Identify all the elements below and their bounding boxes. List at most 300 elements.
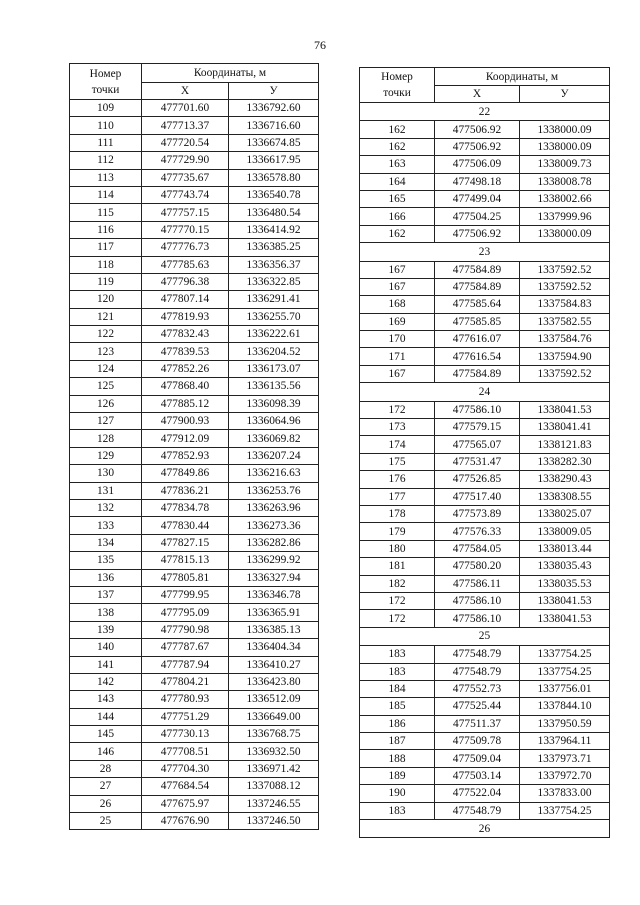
table-row	[70, 395, 319, 412]
x-coordinate-cell: 477511.37	[435, 715, 520, 732]
table-row	[360, 331, 610, 348]
x-coordinate-cell: 477912.09	[142, 430, 229, 447]
table-row	[360, 698, 610, 715]
y-coordinate-cell: 1336578.80	[229, 169, 319, 186]
table-row	[70, 186, 319, 203]
table-row	[70, 291, 319, 308]
coordinates-header: Координаты, м	[435, 68, 610, 86]
table-row	[70, 604, 319, 621]
x-coordinate-cell: 477506.92	[435, 225, 520, 242]
y-coordinate-cell: 1336385.25	[229, 239, 319, 256]
y-coordinate-cell: 1338121.83	[520, 436, 610, 453]
table-row	[70, 413, 319, 430]
y-coordinate-cell: 1337964.11	[520, 733, 610, 750]
point-number-cell: 127	[70, 413, 142, 430]
table-row	[70, 552, 319, 569]
y-coordinate-cell: 1338282.30	[520, 453, 610, 470]
x-coordinate-cell: 477585.85	[435, 313, 520, 330]
contour-group-row	[360, 243, 610, 261]
x-coordinate-cell: 477576.33	[435, 523, 520, 540]
y-coordinate-cell: 1336512.09	[229, 691, 319, 708]
table-row	[70, 534, 319, 551]
x-header: X	[142, 83, 229, 100]
y-coordinate-cell: 1336649.00	[229, 708, 319, 725]
y-coordinate-cell: 1337973.71	[520, 750, 610, 767]
table-row	[360, 138, 610, 155]
point-number-cell: 123	[70, 343, 142, 360]
point-number-cell: 171	[360, 348, 435, 365]
x-coordinate-cell: 477498.18	[435, 173, 520, 190]
table-row	[70, 430, 319, 447]
table-row	[360, 173, 610, 190]
x-coordinate-cell: 477815.13	[142, 552, 229, 569]
x-coordinate-cell: 477770.15	[142, 221, 229, 238]
y-coordinate-cell: 1336356.37	[229, 256, 319, 273]
table-row	[70, 239, 319, 256]
table-row	[360, 663, 610, 680]
x-coordinate-cell: 477584.89	[435, 261, 520, 278]
contour-number: 24	[360, 383, 610, 401]
y-header: У	[520, 86, 610, 103]
table-row	[360, 802, 610, 819]
table-row	[70, 569, 319, 586]
y-coordinate-cell: 1337950.59	[520, 715, 610, 732]
table-row	[360, 453, 610, 470]
point-number-cell: 145	[70, 726, 142, 743]
x-coordinate-cell: 477548.79	[435, 646, 520, 663]
table-row	[360, 121, 610, 138]
table-row	[360, 592, 610, 609]
x-coordinate-cell: 477836.21	[142, 482, 229, 499]
x-coordinate-cell: 477522.04	[435, 785, 520, 802]
point-number-cell: 139	[70, 621, 142, 638]
point-number-cell: 129	[70, 447, 142, 464]
y-coordinate-cell: 1336617.95	[229, 152, 319, 169]
coordinates-table-left	[69, 63, 319, 830]
table-row	[360, 733, 610, 750]
point-number-cell: 172	[360, 592, 435, 609]
point-number-cell: 144	[70, 708, 142, 725]
point-number-cell: 134	[70, 534, 142, 551]
page-number: 76	[314, 38, 326, 52]
y-coordinate-cell: 1336404.34	[229, 639, 319, 656]
y-coordinate-cell: 1336069.82	[229, 430, 319, 447]
y-coordinate-cell: 1336932.50	[229, 743, 319, 760]
x-coordinate-cell: 477506.09	[435, 156, 520, 173]
x-coordinate-cell: 477525.44	[435, 698, 520, 715]
point-number-cell: 162	[360, 225, 435, 242]
x-coordinate-cell: 477548.79	[435, 802, 520, 819]
point-number-cell: 113	[70, 169, 142, 186]
point-number-cell: 184	[360, 680, 435, 697]
x-coordinate-cell: 477787.94	[142, 656, 229, 673]
table-row	[360, 523, 610, 540]
table-row	[70, 117, 319, 134]
y-coordinate-cell: 1336222.61	[229, 326, 319, 343]
point-number-cell: 162	[360, 138, 435, 155]
x-coordinate-cell: 477834.78	[142, 499, 229, 516]
table-row	[70, 465, 319, 482]
y-coordinate-cell: 1338041.53	[520, 401, 610, 418]
y-coordinate-cell: 1338308.55	[520, 488, 610, 505]
x-coordinate-cell: 477509.04	[435, 750, 520, 767]
point-number-cell: 141	[70, 656, 142, 673]
x-coordinate-cell: 477675.97	[142, 795, 229, 812]
table-row	[360, 436, 610, 453]
x-coordinate-cell: 477584.89	[435, 278, 520, 295]
point-number-cell: 183	[360, 802, 435, 819]
x-coordinate-cell: 477713.37	[142, 117, 229, 134]
x-coordinate-cell: 477885.12	[142, 395, 229, 412]
x-coordinate-cell: 477832.43	[142, 326, 229, 343]
y-coordinate-cell: 1337754.25	[520, 646, 610, 663]
table-row	[360, 540, 610, 557]
point-number-cell: 135	[70, 552, 142, 569]
table-row	[360, 575, 610, 592]
y-coordinate-cell: 1338000.09	[520, 225, 610, 242]
point-number-cell: 25	[70, 813, 142, 830]
table-row	[70, 499, 319, 516]
x-coordinate-cell: 477616.07	[435, 331, 520, 348]
x-coordinate-cell: 477776.73	[142, 239, 229, 256]
y-coordinate-cell: 1336064.96	[229, 413, 319, 430]
x-coordinate-cell: 477852.93	[142, 447, 229, 464]
x-coordinate-cell: 477573.89	[435, 505, 520, 522]
y-coordinate-cell: 1338041.53	[520, 610, 610, 627]
y-coordinate-cell: 1338290.43	[520, 471, 610, 488]
y-coordinate-cell: 1338009.05	[520, 523, 610, 540]
point-number-cell: 136	[70, 569, 142, 586]
point-number-cell: 126	[70, 395, 142, 412]
point-number-cell: 119	[70, 273, 142, 290]
point-number-cell: 180	[360, 540, 435, 557]
table-row	[70, 795, 319, 812]
table-row	[70, 813, 319, 830]
point-number-cell: 177	[360, 488, 435, 505]
y-coordinate-cell: 1337592.52	[520, 278, 610, 295]
point-number-cell: 142	[70, 673, 142, 690]
point-number-cell: 28	[70, 760, 142, 777]
point-number-cell: 172	[360, 610, 435, 627]
table-row	[360, 505, 610, 522]
point-number-cell: 169	[360, 313, 435, 330]
x-coordinate-cell: 477584.05	[435, 540, 520, 557]
table-row	[70, 378, 319, 395]
y-coordinate-cell: 1336299.92	[229, 552, 319, 569]
x-coordinate-cell: 477579.15	[435, 419, 520, 436]
x-coordinate-cell: 477586.10	[435, 401, 520, 418]
table-row	[360, 750, 610, 767]
table-row	[360, 558, 610, 575]
point-number-cell: 27	[70, 778, 142, 795]
table-row	[70, 517, 319, 534]
table-row	[360, 488, 610, 505]
table-row	[70, 152, 319, 169]
table-row	[70, 743, 319, 760]
x-coordinate-cell: 477790.98	[142, 621, 229, 638]
y-coordinate-cell: 1337246.55	[229, 795, 319, 812]
x-coordinate-cell: 477757.15	[142, 204, 229, 221]
x-coordinate-cell: 477586.10	[435, 610, 520, 627]
point-number-cell: 179	[360, 523, 435, 540]
table-row	[70, 656, 319, 673]
x-coordinate-cell: 477506.92	[435, 121, 520, 138]
point-number-cell: 124	[70, 360, 142, 377]
y-coordinate-cell: 1337246.50	[229, 813, 319, 830]
point-number-cell: 165	[360, 190, 435, 207]
y-coordinate-cell: 1336263.96	[229, 499, 319, 516]
x-coordinate-cell: 477868.40	[142, 378, 229, 395]
y-coordinate-cell: 1338041.41	[520, 419, 610, 436]
point-number-cell: 120	[70, 291, 142, 308]
table-row	[360, 610, 610, 627]
point-number-cell: 185	[360, 698, 435, 715]
y-coordinate-cell: 1336540.78	[229, 186, 319, 203]
point-number-cell: 163	[360, 156, 435, 173]
x-coordinate-cell: 477807.14	[142, 291, 229, 308]
point-number-cell: 181	[360, 558, 435, 575]
contour-group-row	[360, 820, 610, 838]
x-coordinate-cell: 477548.79	[435, 663, 520, 680]
y-coordinate-cell: 1337592.52	[520, 365, 610, 382]
contour-number: 26	[360, 820, 610, 838]
point-number-cell: 114	[70, 186, 142, 203]
y-coordinate-cell: 1336346.78	[229, 586, 319, 603]
coordinates-table-right	[359, 67, 610, 838]
table-row	[360, 401, 610, 418]
x-coordinate-cell: 477804.21	[142, 673, 229, 690]
y-coordinate-cell: 1336216.63	[229, 465, 319, 482]
point-number-cell: 167	[360, 261, 435, 278]
y-coordinate-cell: 1338035.53	[520, 575, 610, 592]
table-row	[360, 646, 610, 663]
contour-group-row	[360, 627, 610, 645]
table-row	[70, 760, 319, 777]
x-coordinate-cell: 477852.26	[142, 360, 229, 377]
point-number-cell: 190	[360, 785, 435, 802]
x-coordinate-cell: 477616.54	[435, 348, 520, 365]
y-coordinate-cell: 1336480.54	[229, 204, 319, 221]
table-row	[70, 673, 319, 690]
x-coordinate-cell: 477531.47	[435, 453, 520, 470]
table-row	[360, 278, 610, 295]
y-coordinate-cell: 1337088.12	[229, 778, 319, 795]
x-coordinate-cell: 477504.25	[435, 208, 520, 225]
point-number-cell: 167	[360, 365, 435, 382]
point-number-cell: 172	[360, 401, 435, 418]
point-number-cell: 140	[70, 639, 142, 656]
point-number-cell: 117	[70, 239, 142, 256]
y-coordinate-cell: 1338009.73	[520, 156, 610, 173]
contour-group-row	[360, 383, 610, 401]
table-row	[70, 169, 319, 186]
y-coordinate-cell: 1337592.52	[520, 261, 610, 278]
contour-number: 23	[360, 243, 610, 261]
table-row	[360, 313, 610, 330]
x-coordinate-cell: 477584.89	[435, 365, 520, 382]
point-number-cell: 178	[360, 505, 435, 522]
point-number-cell: 125	[70, 378, 142, 395]
y-coordinate-cell: 1337999.96	[520, 208, 610, 225]
x-coordinate-cell: 477819.93	[142, 308, 229, 325]
table-row	[70, 447, 319, 464]
x-coordinate-cell: 477735.67	[142, 169, 229, 186]
y-coordinate-cell: 1338035.43	[520, 558, 610, 575]
y-coordinate-cell: 1336768.75	[229, 726, 319, 743]
x-coordinate-cell: 477586.11	[435, 575, 520, 592]
x-coordinate-cell: 477785.63	[142, 256, 229, 273]
table-row	[360, 471, 610, 488]
y-coordinate-cell: 1336282.86	[229, 534, 319, 551]
point-number-cell: 176	[360, 471, 435, 488]
y-coordinate-cell: 1338000.09	[520, 138, 610, 155]
x-coordinate-cell: 477499.04	[435, 190, 520, 207]
contour-number: 22	[360, 103, 610, 121]
point-number-header: Номер точки	[70, 64, 142, 100]
y-coordinate-cell: 1337582.55	[520, 313, 610, 330]
x-coordinate-cell: 477684.54	[142, 778, 229, 795]
coordinates-header: Координаты, м	[142, 64, 319, 83]
point-number-cell: 138	[70, 604, 142, 621]
y-coordinate-cell: 1337584.76	[520, 331, 610, 348]
x-coordinate-cell: 477780.93	[142, 691, 229, 708]
x-coordinate-cell: 477552.73	[435, 680, 520, 697]
table-row	[70, 273, 319, 290]
point-number-cell: 167	[360, 278, 435, 295]
table-row	[360, 156, 610, 173]
table-row	[70, 134, 319, 151]
point-number-cell: 166	[360, 208, 435, 225]
y-coordinate-cell: 1337584.83	[520, 296, 610, 313]
x-coordinate-cell: 477585.64	[435, 296, 520, 313]
point-number-cell: 109	[70, 100, 142, 117]
table-row	[360, 296, 610, 313]
point-number-cell: 162	[360, 121, 435, 138]
point-number-cell: 115	[70, 204, 142, 221]
point-number-cell: 131	[70, 482, 142, 499]
x-coordinate-cell: 477506.92	[435, 138, 520, 155]
x-coordinate-cell: 477526.85	[435, 471, 520, 488]
table-row	[360, 348, 610, 365]
table-row	[70, 360, 319, 377]
table-row	[70, 708, 319, 725]
contour-group-row	[360, 103, 610, 121]
contour-number: 25	[360, 627, 610, 645]
y-coordinate-cell: 1338013.44	[520, 540, 610, 557]
y-coordinate-cell: 1336204.52	[229, 343, 319, 360]
point-number-cell: 121	[70, 308, 142, 325]
x-coordinate-cell: 477704.30	[142, 760, 229, 777]
point-number-cell: 173	[360, 419, 435, 436]
table-row	[360, 680, 610, 697]
y-coordinate-cell: 1336291.41	[229, 291, 319, 308]
table-row	[360, 261, 610, 278]
point-number-cell: 130	[70, 465, 142, 482]
point-number-cell: 187	[360, 733, 435, 750]
x-coordinate-cell: 477787.67	[142, 639, 229, 656]
x-coordinate-cell: 477796.38	[142, 273, 229, 290]
point-number-cell: 186	[360, 715, 435, 732]
table-row	[70, 778, 319, 795]
table-row	[360, 715, 610, 732]
y-coordinate-cell: 1336253.76	[229, 482, 319, 499]
point-number-cell: 183	[360, 646, 435, 663]
x-coordinate-cell: 477839.53	[142, 343, 229, 360]
point-number-cell: 188	[360, 750, 435, 767]
y-coordinate-cell: 1336410.27	[229, 656, 319, 673]
y-coordinate-cell: 1336273.36	[229, 517, 319, 534]
y-coordinate-cell: 1337756.01	[520, 680, 610, 697]
point-number-cell: 116	[70, 221, 142, 238]
x-coordinate-cell: 477799.95	[142, 586, 229, 603]
point-number-cell: 168	[360, 296, 435, 313]
table-row	[70, 308, 319, 325]
point-number-cell: 164	[360, 173, 435, 190]
x-coordinate-cell: 477586.10	[435, 592, 520, 609]
y-coordinate-cell: 1338025.07	[520, 505, 610, 522]
x-coordinate-cell: 477730.13	[142, 726, 229, 743]
y-coordinate-cell: 1338008.78	[520, 173, 610, 190]
y-coordinate-cell: 1336385.13	[229, 621, 319, 638]
x-coordinate-cell: 477580.20	[435, 558, 520, 575]
table-row	[360, 225, 610, 242]
table-row	[70, 204, 319, 221]
y-coordinate-cell: 1337972.70	[520, 767, 610, 784]
x-coordinate-cell: 477676.90	[142, 813, 229, 830]
table-row	[360, 190, 610, 207]
point-number-cell: 189	[360, 767, 435, 784]
point-number-cell: 137	[70, 586, 142, 603]
table-row	[70, 100, 319, 117]
x-coordinate-cell: 477900.93	[142, 413, 229, 430]
y-coordinate-cell: 1336365.91	[229, 604, 319, 621]
x-coordinate-cell: 477517.40	[435, 488, 520, 505]
y-coordinate-cell: 1338002.66	[520, 190, 610, 207]
point-number-cell: 143	[70, 691, 142, 708]
y-coordinate-cell: 1336971.42	[229, 760, 319, 777]
y-coordinate-cell: 1336716.60	[229, 117, 319, 134]
x-coordinate-cell: 477827.15	[142, 534, 229, 551]
y-coordinate-cell: 1336173.07	[229, 360, 319, 377]
x-header: X	[435, 86, 520, 103]
point-number-cell: 112	[70, 152, 142, 169]
x-coordinate-cell: 477743.74	[142, 186, 229, 203]
point-number-header: Номер точки	[360, 68, 435, 103]
x-coordinate-cell: 477565.07	[435, 436, 520, 453]
y-coordinate-cell: 1336207.24	[229, 447, 319, 464]
x-coordinate-cell: 477795.09	[142, 604, 229, 621]
point-number-cell: 122	[70, 326, 142, 343]
point-number-cell: 146	[70, 743, 142, 760]
table-row	[360, 785, 610, 802]
y-coordinate-cell: 1336792.60	[229, 100, 319, 117]
table-row	[360, 208, 610, 225]
point-number-cell: 182	[360, 575, 435, 592]
y-coordinate-cell: 1336423.80	[229, 673, 319, 690]
point-number-cell: 26	[70, 795, 142, 812]
x-coordinate-cell: 477849.86	[142, 465, 229, 482]
y-coordinate-cell: 1338041.53	[520, 592, 610, 609]
point-number-cell: 183	[360, 663, 435, 680]
x-coordinate-cell: 477805.81	[142, 569, 229, 586]
y-coordinate-cell: 1337833.00	[520, 785, 610, 802]
x-coordinate-cell: 477509.78	[435, 733, 520, 750]
y-coordinate-cell: 1336674.85	[229, 134, 319, 151]
table-row	[70, 221, 319, 238]
x-coordinate-cell: 477708.51	[142, 743, 229, 760]
point-number-cell: 174	[360, 436, 435, 453]
y-coordinate-cell: 1336098.39	[229, 395, 319, 412]
